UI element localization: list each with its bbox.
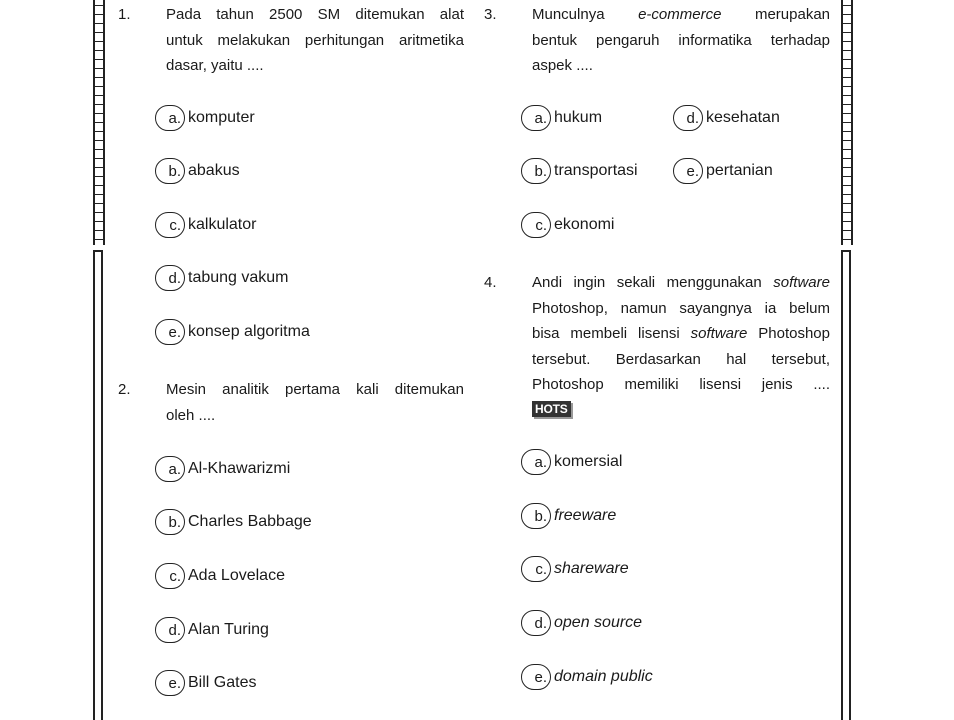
option-letter: a. xyxy=(521,449,551,475)
question-number: 4. xyxy=(484,274,497,291)
option-c[interactable] xyxy=(155,211,256,239)
question-line: bentuk pengaruh informatika terhadap xyxy=(532,31,830,49)
option-b[interactable] xyxy=(155,157,240,185)
question-line: aspek .... xyxy=(532,57,593,74)
question-number: 2. xyxy=(118,381,131,398)
option-text: shareware xyxy=(554,560,629,577)
text-run: bisa membeli lisensi xyxy=(532,325,680,342)
option-a[interactable] xyxy=(521,448,622,476)
option-text: kesehatan xyxy=(706,109,780,126)
option-letter: e. xyxy=(155,670,185,696)
option-d[interactable] xyxy=(155,616,269,644)
option-text: kalkulator xyxy=(188,216,257,233)
italic-term: software xyxy=(773,274,830,291)
option-letter: b. xyxy=(521,158,551,184)
option-letter: c. xyxy=(521,556,551,582)
question-line: Mesin analitik pertama kali ditemukan xyxy=(166,381,464,398)
option-text: Bill Gates xyxy=(188,674,257,691)
option-text: domain public xyxy=(554,668,653,685)
question-line: Pada tahun 2500 SM ditemukan alat xyxy=(166,6,464,23)
option-letter: d. xyxy=(155,617,185,643)
text-run: Munculnya xyxy=(532,6,605,23)
question-line xyxy=(532,270,830,296)
option-a[interactable] xyxy=(521,104,602,132)
option-e[interactable] xyxy=(673,157,773,185)
option-c[interactable] xyxy=(521,211,614,239)
option-text: pertanian xyxy=(706,162,773,179)
option-letter: c. xyxy=(521,212,551,238)
question-text xyxy=(166,377,464,428)
option-letter: d. xyxy=(155,265,185,291)
option-text: komputer xyxy=(188,109,255,126)
question-text xyxy=(166,2,464,79)
option-text: konsep algoritma xyxy=(188,323,310,340)
option-d[interactable] xyxy=(155,264,289,292)
option-text: Al-Khawarizmi xyxy=(188,460,291,477)
option-letter: e. xyxy=(673,158,703,184)
question-line: tersebut. Berdasarkan hal tersebut, xyxy=(532,350,830,368)
question-text xyxy=(532,2,830,79)
option-letter: d. xyxy=(521,610,551,636)
option-c[interactable] xyxy=(155,562,285,590)
option-e[interactable] xyxy=(155,318,310,346)
option-e[interactable] xyxy=(521,663,653,691)
option-text: komersial xyxy=(554,453,623,470)
hots-badge: HOTS xyxy=(532,401,571,417)
text-run: Andi ingin sekali menggunakan xyxy=(532,274,762,291)
italic-term: software xyxy=(690,325,748,342)
question-number: 1. xyxy=(118,6,131,23)
right-page-border xyxy=(841,0,853,712)
option-letter: c. xyxy=(155,563,185,589)
question-line: oleh .... xyxy=(166,406,216,424)
left-page-border xyxy=(93,0,105,712)
left-border-rail xyxy=(93,250,103,720)
question-line: dasar, yaitu .... xyxy=(166,57,264,74)
option-text: Charles Babbage xyxy=(188,513,312,530)
question-line: Photoshop, namun sayangnya ia belum xyxy=(532,299,830,317)
option-b[interactable] xyxy=(521,157,638,185)
option-letter: d. xyxy=(673,105,703,131)
right-border-rail xyxy=(841,250,851,720)
option-d[interactable] xyxy=(521,609,642,637)
option-letter: b. xyxy=(155,509,185,535)
question-line xyxy=(532,2,830,28)
question-line: Photoshop memiliki lisensi jenis .... xyxy=(532,376,830,393)
option-text: hukum xyxy=(554,109,603,126)
option-d[interactable] xyxy=(673,104,780,132)
option-text: Ada Lovelace xyxy=(188,567,285,584)
option-letter: a. xyxy=(155,105,185,131)
question-line xyxy=(532,321,830,347)
option-letter: c. xyxy=(155,212,185,238)
option-text: freeware xyxy=(554,507,617,524)
option-letter: b. xyxy=(521,503,551,529)
option-letter: e. xyxy=(521,664,551,690)
option-text: open source xyxy=(554,614,643,631)
option-letter: b. xyxy=(155,158,185,184)
option-text: Alan Turing xyxy=(188,621,269,638)
option-letter: a. xyxy=(155,456,185,482)
option-letter: a. xyxy=(521,105,551,131)
option-text: ekonomi xyxy=(554,216,615,233)
question-line: untuk melakukan perhitungan aritmetika xyxy=(166,31,464,49)
option-a[interactable] xyxy=(155,455,290,483)
option-c[interactable] xyxy=(521,555,629,583)
left-border-ladder xyxy=(93,0,105,245)
option-text: abakus xyxy=(188,162,240,179)
right-border-ladder xyxy=(841,0,853,245)
option-e[interactable] xyxy=(155,669,256,697)
option-b[interactable] xyxy=(521,502,616,530)
italic-term: e-commerce xyxy=(638,6,722,23)
text-run: merupakan xyxy=(754,6,831,23)
question-number: 3. xyxy=(484,6,497,23)
option-a[interactable] xyxy=(155,104,255,132)
option-letter: e. xyxy=(155,319,185,345)
option-b[interactable] xyxy=(155,508,312,536)
option-text: transportasi xyxy=(554,162,638,179)
question-text xyxy=(532,270,830,398)
text-run: Photoshop xyxy=(758,325,830,342)
option-text: tabung vakum xyxy=(188,269,289,286)
